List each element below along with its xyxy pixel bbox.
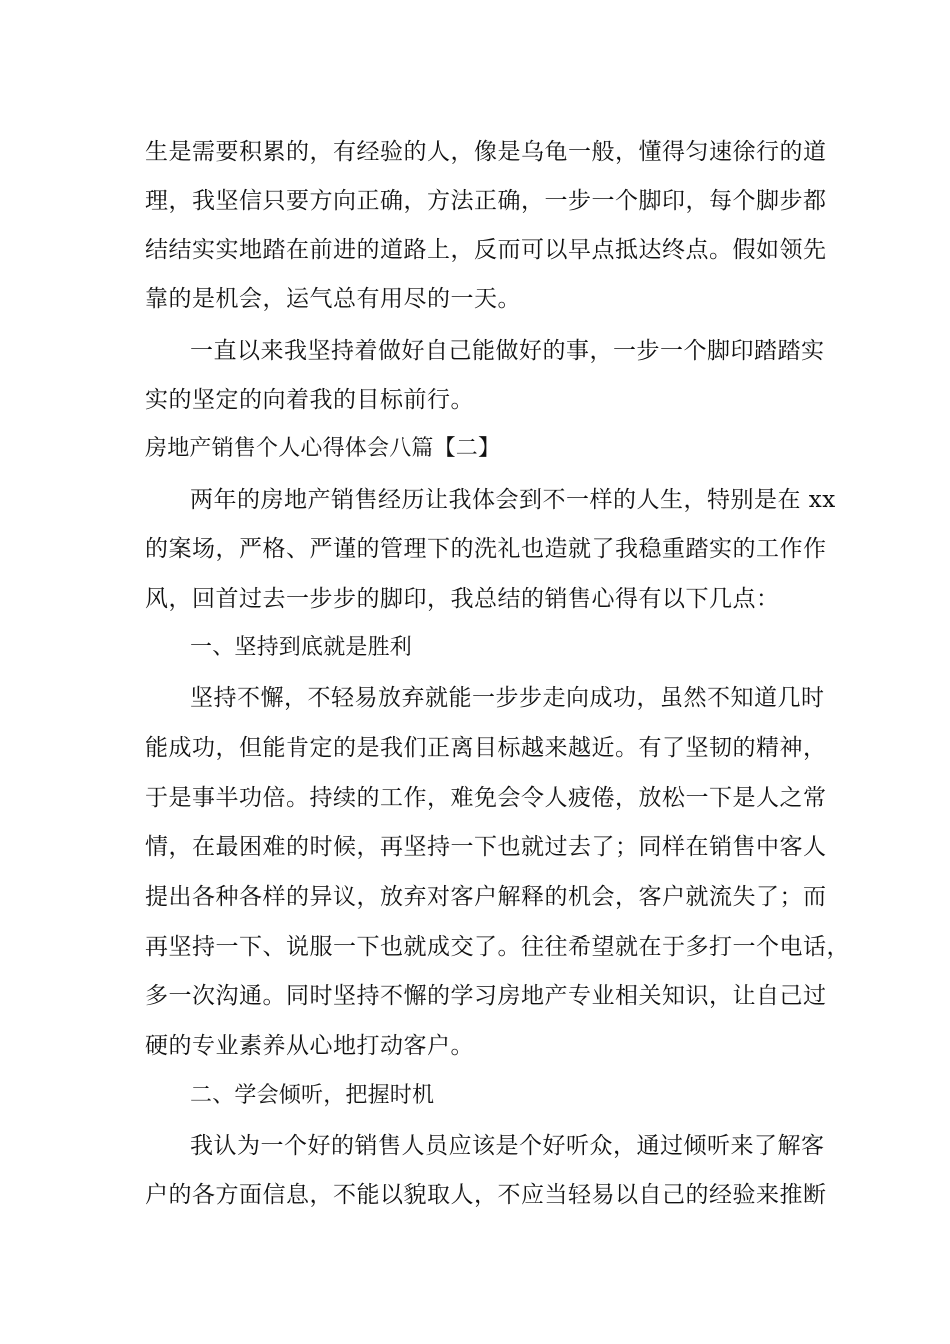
paragraph-line: 再坚持一下、说服一下也就成交了。往往希望就在于多打一个电话，	[145, 934, 850, 960]
paragraph-line: 风，回首过去一步步的脚印，我总结的销售心得有以下几点：	[145, 586, 780, 612]
paragraph-line: 的案场，严格、严谨的管理下的洗礼也造就了我稳重踏实的工作作	[145, 536, 827, 562]
paragraph-line: 多一次沟通。同时坚持不懈的学习房地产专业相关知识，让自己过	[145, 983, 827, 1009]
paragraph-line: 实的坚定的向着我的目标前行。	[145, 387, 474, 413]
paragraph-line: 靠的是机会，运气总有用尽的一天。	[145, 286, 521, 312]
subsection-title: 二、学会倾听，把握时机	[190, 1083, 435, 1108]
paragraph-line: 一直以来我坚持着做好自己能做好的事，一步一个脚印踏踏实	[190, 338, 825, 364]
paragraph-line: 生是需要积累的，有经验的人，像是乌龟一般，懂得匀速徐行的道	[145, 139, 827, 165]
paragraph-line: 坚持不懈，不轻易放弃就能一步步走向成功，虽然不知道几时	[190, 685, 825, 711]
paragraph-line: 我认为一个好的销售人员应该是个好听众，通过倾听来了解客	[190, 1133, 825, 1159]
paragraph-line: 能成功，但能肯定的是我们正离目标越来越近。有了坚韧的精神，	[145, 735, 827, 761]
paragraph-line: 两年的房地产销售经历让我体会到不一样的人生，特别是在 xx	[190, 487, 836, 513]
section-title: 房地产销售个人心得体会八篇【二】	[145, 436, 501, 461]
paragraph-line: 提出各种各样的异议，放弃对客户解释的机会，客户就流失了；而	[145, 884, 827, 910]
paragraph-line: 于是事半功倍。持续的工作，难免会令人疲倦，放松一下是人之常	[145, 785, 827, 811]
subsection-title: 一、坚持到底就是胜利	[190, 635, 413, 660]
paragraph-line: 户的各方面信息，不能以貌取人，不应当轻易以自己的经验来推断	[145, 1182, 827, 1208]
paragraph-line: 情，在最困难的时候，再坚持一下也就过去了；同样在销售中客人	[145, 834, 827, 860]
paragraph-line: 结结实实地踏在前进的道路上，反而可以早点抵达终点。假如领先	[145, 237, 827, 263]
paragraph-line: 硬的专业素养从心地打动客户。	[145, 1033, 474, 1059]
paragraph-line: 理，我坚信只要方向正确，方法正确，一步一个脚印，每个脚步都	[145, 188, 827, 214]
